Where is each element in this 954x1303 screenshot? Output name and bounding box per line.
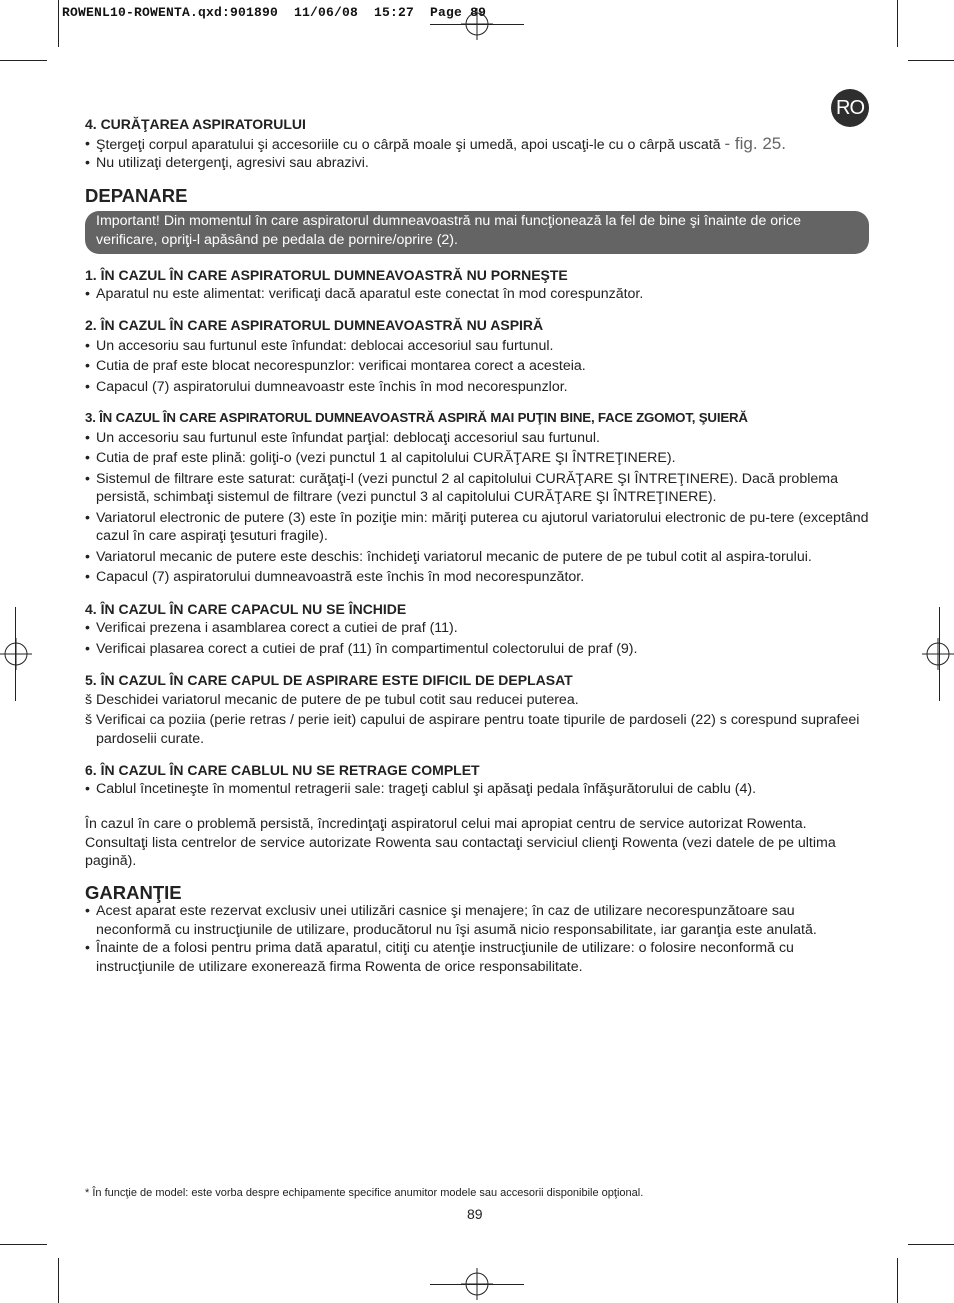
- footnote: * În funcţie de model: este vorba despre echipamente specifice anumitor modele sau accesorii disponibile opţional.: [85, 1187, 644, 1199]
- section-heading: 6. ÎN CAZUL ÎN CARE CABLUL NU SE RETRAGE COMPLET: [85, 762, 480, 778]
- page-content: [85, 115, 869, 976]
- list-item: • Aparatul nu este alimentat: verificaţi dacă aparatul este conectat în mod corespunzător.: [85, 285, 644, 302]
- crop-mark: [58, 1258, 59, 1303]
- important-notice: Important! Din momentul în care aspiratorul dumneavoastră nu mai funcţionează la fel de bine şi înainte de orice verificare, opriţi-l apăsând pe pedala de pornire/oprire (2).: [85, 211, 869, 254]
- service-paragraph: Consultaţi lista centrelor de service autorizate Rowenta sau contactaţi serviciul clienţi Rowenta (vezi datele de pe ultima pagină).: [85, 834, 836, 869]
- list-item: • Verificai plasarea corect a cutiei de praf (11) în compartimentul colectorului de praf (9).: [85, 640, 638, 657]
- list-item: š Verificai ca poziia (perie retras / perie ieit) capului de aspirare pentru toate tipurile de pardoseli (22) s corespund suprafeei pardoselii curate.: [85, 712, 860, 747]
- service-paragraph: În cazul în care o problemă persistă, încredinţaţi aspiratorul celui mai apropiat centru de service autorizat Rowenta.: [85, 816, 807, 832]
- page-number: 89: [467, 1206, 483, 1222]
- crop-mark: [58, 0, 59, 47]
- list-item: • Variatorul mecanic de putere este deschis: închideţi variatorul mecanic de putere de pe tubul cotit al aspira-torului.: [85, 548, 812, 565]
- list-item: • Cutia de praf este plină: goliţi-o (vezi punctul 1 al capitolului CURĂŢARE ŞI ÎNTREŢINERE).: [85, 450, 676, 466]
- registration-mark-icon: [0, 638, 32, 670]
- list-item: • Înainte de a folosi pentru prima dată aparatul, citiţi cu atenţie instrucţiunile de utilizare: o folosire neconformă cu instrucţiunile de utilizare exonerează firma Rowenta de orice responsabilitate.: [85, 940, 794, 975]
- section-heading: 1. ÎN CAZUL ÎN CARE ASPIRATORUL DUMNEAVOASTRĂ NU PORNEŞTE: [85, 267, 568, 283]
- registration-mark-icon: [461, 8, 493, 40]
- list-item: • Variatorul electronic de putere (3) este în poziţie min: măriţi puterea cu ajutorul variatorului electronic de pu-tere (exceptând cazul în care aspiraţi ţesuturi fragile).: [85, 509, 869, 544]
- crop-mark: [0, 60, 47, 61]
- list-item: • Acest aparat este rezervat exclusiv unei utilizări casnice şi menajere; în caz de utilizare necorespunzătoare sau neconformă cu instrucţiunile de utilizare, producătorul nu îşi asumă nicio responsabilitate, iar garanţia este anulată.: [85, 903, 817, 938]
- list-item: • Un accesoriu sau furtunul este înfundat: deblocai accesoriul sau furtunul.: [85, 337, 554, 354]
- section-heading: 4. CURĂŢAREA ASPIRATORULUI: [85, 116, 306, 132]
- list-item: • Cutia de praf este blocat necorespunzlor: verificai montarea corect a acesteia.: [85, 358, 586, 374]
- list-item: • Verificai prezena i asamblarea corect a cutiei de praf (11).: [85, 620, 458, 636]
- section-title: GARANŢIE: [85, 881, 182, 903]
- list-item: • Capacul (7) aspiratorului dumneavoastră este închis în mod necorespunzător.: [85, 569, 585, 585]
- list-item: • Un accesoriu sau furtunul este înfundat parţial: deblocaţi accesoriul sau furtunul.: [85, 429, 600, 446]
- section-heading: 2. ÎN CAZUL ÎN CARE ASPIRATORUL DUMNEAVOASTRĂ NU ASPIRĂ: [85, 317, 544, 333]
- list-item: • Nu utilizaţi detergenţi, agresivi sau abrazivi.: [85, 155, 369, 171]
- section-heading: 5. ÎN CAZUL ÎN CARE CAPUL DE ASPIRARE ESTE DIFICIL DE DEPLASAT: [85, 672, 573, 688]
- list-item: • Cablul încetineşte în momentul retragerii sale: trageţi cablul şi apăsaţi pedala înfăşurătorului de cablu (4).: [85, 780, 757, 797]
- language-badge: RO: [831, 89, 869, 127]
- crop-mark: [897, 0, 898, 47]
- print-slug: ROWENL10-ROWENTA.qxd:901890 11/06/08 15:27 Page 89: [62, 5, 487, 20]
- section-title: DEPANARE: [85, 184, 188, 206]
- crop-mark: [908, 60, 954, 61]
- list-item: • Ştergeţi corpul aparatului şi accesoriile cu o cârpă moale şi umedă, apoi uscaţi-le cu o cârpă uscată - fig. 25.: [85, 133, 786, 153]
- registration-mark-icon: [461, 1268, 493, 1300]
- list-item: • Sistemul de filtrare este saturat: curăţaţi-l (vezi punctul 2 al capitolului CURĂŢARE ŞI ÎNTREŢINERE). Dacă problema persistă, schimbaţi sistemul de filtrare (vezi punctul 3 al capitolului CURĂŢARE ŞI ÎNTREŢINERE).: [85, 470, 838, 505]
- list-item: • Capacul (7) aspiratorului dumneavoastr este închis în mod necorespunzlor.: [85, 378, 568, 395]
- crop-mark: [0, 1244, 47, 1245]
- registration-mark-icon: [922, 638, 954, 670]
- figure-reference: - fig. 25.: [724, 133, 786, 153]
- section-heading: 3. ÎN CAZUL ÎN CARE ASPIRATORUL DUMNEAVOASTRĂ ASPIRĂ MAI PUŢIN BINE, FACE ZGOMOT, ŞUIERĂ: [85, 410, 748, 425]
- crop-mark: [908, 1244, 954, 1245]
- section-heading: 4. ÎN CAZUL ÎN CARE CAPACUL NU SE ÎNCHIDE: [85, 600, 407, 617]
- crop-mark: [897, 1258, 898, 1303]
- list-item: š Deschidei variatorul mecanic de putere de pe tubul cotit sau reducei puterea.: [85, 691, 579, 708]
